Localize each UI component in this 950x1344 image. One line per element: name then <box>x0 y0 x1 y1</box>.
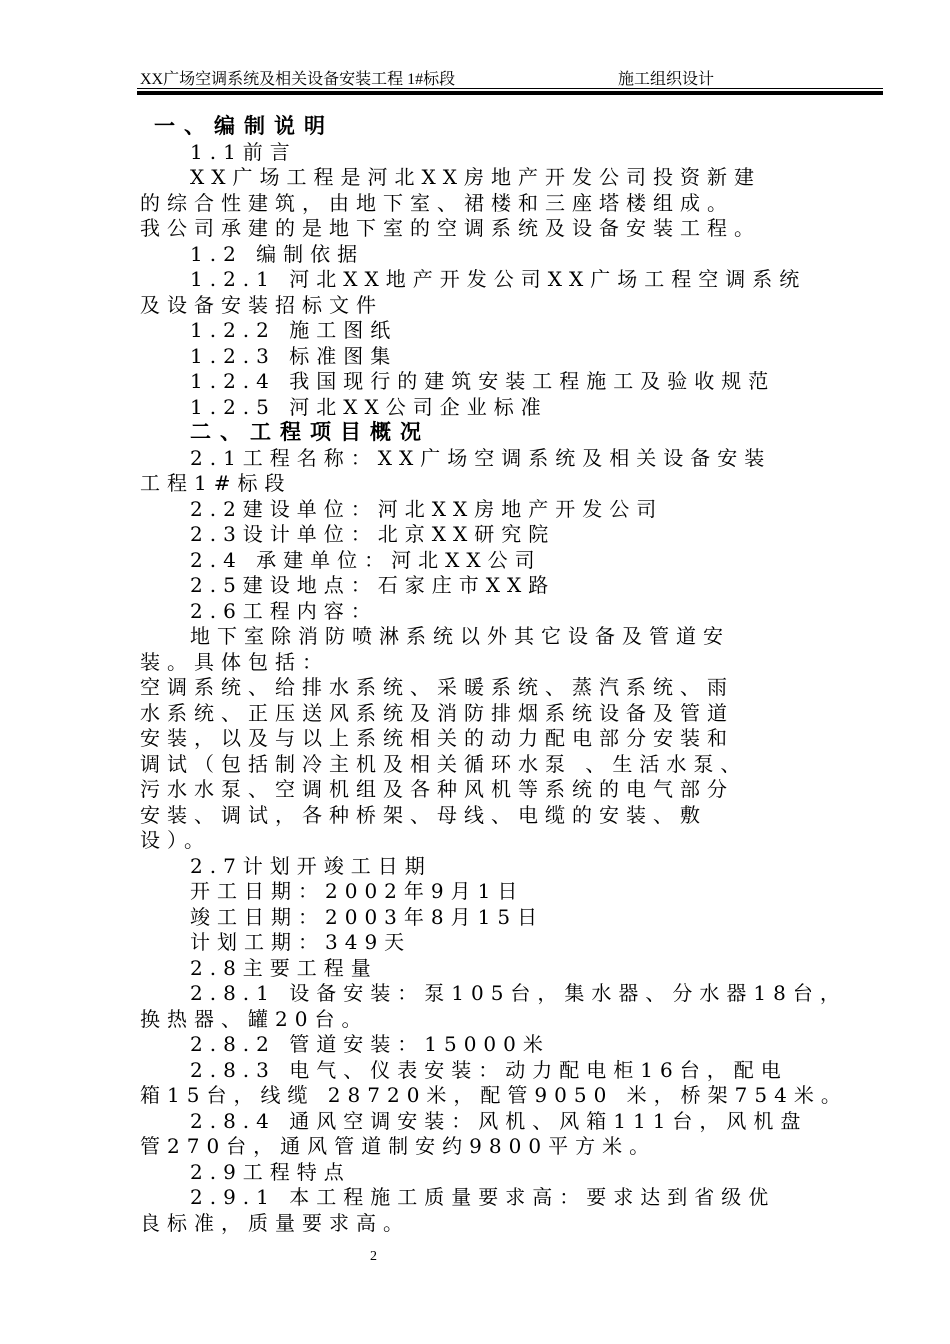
paragraph-line: 安装，以及与以上系统相关的动力配电部分安装和 <box>140 726 734 750</box>
start-date: 开工日期：2002年9月1日 <box>190 879 525 903</box>
list-item: 2.8.1 设备安装：泵105台，集水器、分水器18台， <box>190 981 847 1005</box>
list-item: 2.2建设单位：河北XX房地产开发公司 <box>190 496 664 521</box>
paragraph-line: 水系统、正压送风系统及消防排烟系统设备及管道 <box>140 700 734 725</box>
list-item: 1.2.1 河北XX地产开发公司XX广场工程空调系统 <box>190 267 807 291</box>
list-item-continuation: 箱15台，线缆 28720米，配管9050 米，桥架754米。 <box>140 1083 848 1107</box>
header-doc-type: 施工组织设计 <box>618 71 715 88</box>
list-item: 2.9.1 本工程施工质量要求高：要求达到省级优 <box>190 1185 776 1209</box>
paragraph-line: 空调系统、给排水系统、采暖系统、蒸汽系统、雨 <box>140 675 734 699</box>
planned-duration: 计划工期：349天 <box>190 930 412 954</box>
list-item: 1.2.2 施工图纸 <box>190 318 398 342</box>
document-body <box>140 114 900 1236</box>
paragraph-line: 装。具体包括： <box>140 649 329 674</box>
list-item-continuation: 及设备安装招标文件 <box>140 292 383 317</box>
subsection-heading: 2.7计划开竣工日期 <box>190 853 432 878</box>
header-rule-thick <box>137 91 883 95</box>
subsection-heading: 2.8主要工程量 <box>190 955 378 980</box>
paragraph-line: 设）。 <box>140 828 211 852</box>
paragraph-line: 地下室除消防喷淋系统以外其它设备及管道安 <box>190 624 730 648</box>
subsection-heading: 2.9工程特点 <box>190 1159 351 1184</box>
list-item: 2.3设计单位：北京XX研究院 <box>190 522 556 546</box>
list-item: 2.8.4 通风空调安装：风机、风箱111台，风机盘 <box>190 1108 808 1133</box>
list-item: 2.8.2 管道安装：15000米 <box>190 1032 550 1056</box>
paragraph-line: 我公司承建的是地下室的空调系统及设备安装工程。 <box>140 216 761 240</box>
list-item: 2.6工程内容： <box>190 598 378 623</box>
paragraph-line: 的综合性建筑，由地下室、裙楼和三座塔楼组成。 <box>140 190 734 215</box>
paragraph-line: 污水水泵、空调机组及各种风机等系统的电气部分 <box>140 777 734 801</box>
header-rule-thin <box>137 88 883 89</box>
list-item-continuation: 良标准，质量要求高。 <box>140 1210 410 1235</box>
list-item: 1.2.3 标准图集 <box>190 343 398 368</box>
list-item: 1.2.4 我国现行的建筑安装工程施工及验收规范 <box>190 369 776 393</box>
header-title: XX广场空调系统及相关设备安装工程 1#标段 <box>140 71 456 88</box>
section-heading-2: 二、工程项目概况 <box>190 420 430 444</box>
section-heading-1: 一、编制说明 <box>154 114 334 138</box>
list-item: 2.8.3 电气、仪表安装：动力配电柜16台，配电 <box>190 1057 788 1082</box>
list-item-continuation: 工程1#标段 <box>140 471 292 495</box>
list-item-continuation: 换热器、罐20台。 <box>140 1006 369 1031</box>
paragraph-line: 调试（包括制冷主机及相关循环水泵 、生活水泵、 <box>140 751 748 776</box>
list-item: 2.4 承建单位：河北XX公司 <box>190 547 542 572</box>
list-item: 2.1工程名称：XX广场空调系统及相关设备安装 <box>190 445 772 470</box>
page-number: 2 <box>370 1249 377 1264</box>
list-item-continuation: 管270台，通风管道制安约9800平方米。 <box>140 1134 657 1158</box>
list-item: 2.5建设地点：石家庄市XX路 <box>190 573 556 597</box>
completion-date: 竣工日期：2003年8月15日 <box>190 904 545 929</box>
paragraph-line: 安装、调试，各种桥架、母线、电缆的安装、敷 <box>140 802 707 827</box>
subsection-heading: 1.2 编制依据 <box>190 241 365 266</box>
subsection-heading: 1.1前言 <box>190 139 297 164</box>
paragraph-line: XX广场工程是河北XX房地产开发公司投资新建 <box>190 165 761 189</box>
list-item: 1.2.5 河北XX公司企业标准 <box>190 394 548 419</box>
